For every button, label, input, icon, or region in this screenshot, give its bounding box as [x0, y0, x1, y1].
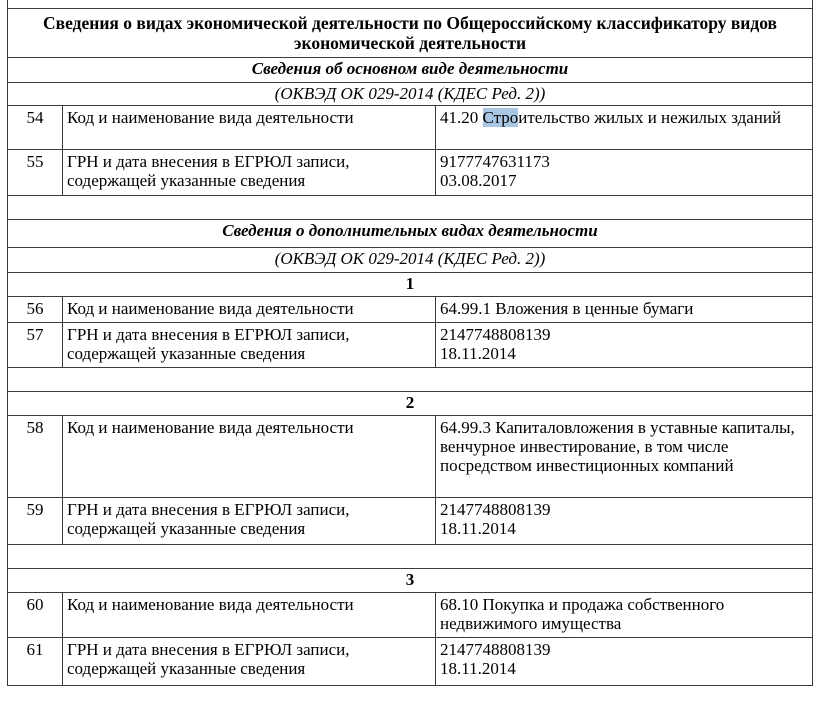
table-row: [8, 638, 813, 686]
table-row: [8, 416, 813, 498]
row-number: 56: [8, 297, 63, 323]
egrul-extract-page: [7, 0, 812, 686]
additional-classifier-row: [8, 248, 813, 273]
row-label: ГРН и дата внесения в ЕГРЮЛ записи, содержащей указанные сведения: [63, 498, 436, 545]
classifier-label: (ОКВЭД ОК 029-2014 (КДЕС Ред. 2)): [8, 83, 813, 106]
row-label: ГРН и дата внесения в ЕГРЮЛ записи, содержащей указанные сведения: [63, 638, 436, 686]
row-number: 58: [8, 416, 63, 498]
row-value: 68.10 Покупка и продажа собственного недвижимого имущества: [436, 593, 813, 638]
section-title-row: [8, 9, 813, 58]
additional-activities-heading: Сведения о дополнительных видах деятельности: [8, 220, 813, 248]
grn-value: 2147748808139: [440, 640, 551, 659]
row-value: [436, 638, 813, 686]
group-index: 1: [8, 273, 813, 297]
row-value[interactable]: [436, 106, 813, 150]
grn-value: 2147748808139: [440, 500, 551, 519]
classifier-label: (ОКВЭД ОК 029-2014 (КДЕС Ред. 2)): [8, 248, 813, 273]
group-index-row: [8, 273, 813, 297]
main-classifier-row: [8, 83, 813, 106]
row-number: 61: [8, 638, 63, 686]
value-text: ительство жилых и нежилых зданий: [518, 108, 782, 127]
row-value: 64.99.1 Вложения в ценные бумаги: [436, 297, 813, 323]
table-row: [8, 323, 813, 368]
table-row: [8, 150, 813, 196]
row-number: 57: [8, 323, 63, 368]
text-selection-highlight[interactable]: Стро: [482, 108, 519, 127]
group-index: 2: [8, 392, 813, 416]
row-number: 55: [8, 150, 63, 196]
group-index: 3: [8, 569, 813, 593]
spacer-row: [8, 368, 813, 392]
row-value: [436, 150, 813, 196]
row-number: 60: [8, 593, 63, 638]
date-value: 18.11.2014: [440, 659, 516, 678]
group-index-row: [8, 392, 813, 416]
row-value: [436, 498, 813, 545]
row-label: ГРН и дата внесения в ЕГРЮЛ записи, содержащей указанные сведения: [63, 150, 436, 196]
grn-value: 2147748808139: [440, 325, 551, 344]
section-title: Сведения о видах экономической деятельности по Общероссийскому классификатору видов экономической деятельности: [8, 9, 813, 58]
additional-activities-heading-row: [8, 220, 813, 248]
row-value: [436, 323, 813, 368]
okved-table: [7, 0, 813, 686]
row-label: Код и наименование вида деятельности: [63, 593, 436, 638]
row-label: Код и наименование вида деятельности: [63, 416, 436, 498]
table-row: [8, 498, 813, 545]
row-number: 54: [8, 106, 63, 150]
table-row: [8, 297, 813, 323]
value-text: 41.20: [440, 108, 483, 127]
row-label: Код и наименование вида деятельности: [63, 106, 436, 150]
table-row: [8, 593, 813, 638]
previous-section-tail: [8, 0, 813, 9]
main-activity-heading-row: [8, 58, 813, 83]
group-index-row: [8, 569, 813, 593]
spacer-row: [8, 196, 813, 220]
date-value: 18.11.2014: [440, 344, 516, 363]
spacer-row: [8, 545, 813, 569]
date-value: 03.08.2017: [440, 171, 517, 190]
date-value: 18.11.2014: [440, 519, 516, 538]
row-label: ГРН и дата внесения в ЕГРЮЛ записи, содержащей указанные сведения: [63, 323, 436, 368]
row-label: Код и наименование вида деятельности: [63, 297, 436, 323]
main-activity-heading: Сведения об основном виде деятельности: [8, 58, 813, 83]
row-value: 64.99.3 Капиталовложения в уставные капиталы, венчурное инвестирование, в том числе посредством инвестиционных компаний: [436, 416, 813, 498]
grn-value: 9177747631173: [440, 152, 550, 171]
table-row: [8, 106, 813, 150]
row-number: 59: [8, 498, 63, 545]
